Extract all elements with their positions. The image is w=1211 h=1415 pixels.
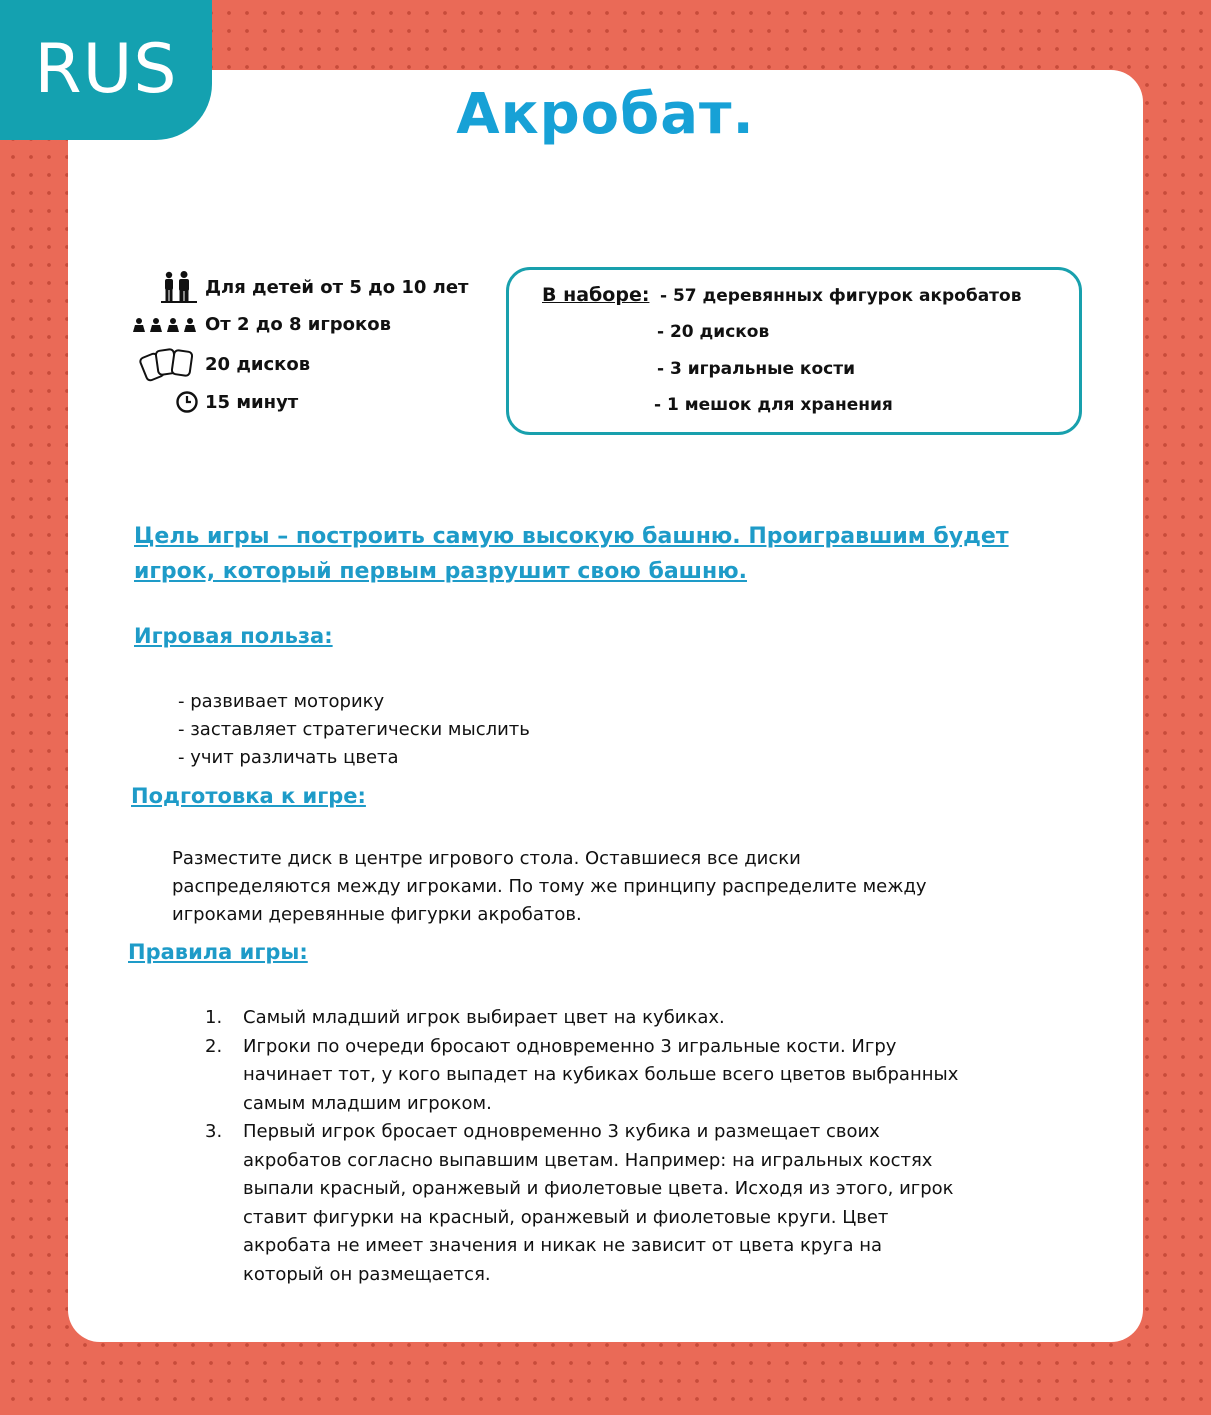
kit-box <box>506 267 1082 435</box>
rule-number: 3. <box>205 1121 223 1142</box>
rule-text: Самый младший игрок выбирает цвет на кубиках. <box>243 1007 725 1028</box>
meta-text: 20 дисков <box>205 353 311 375</box>
rule-text: Игроки по очереди бросают одновременно 3 игральные кости. Игру начинает тот, у кого выпадет на кубиках больше всего цветов выбранных самым младшим игроком. <box>243 1035 959 1114</box>
meta-discs <box>125 345 310 383</box>
rules-list <box>205 1004 965 1289</box>
benefits-heading: Игровая польза: <box>134 624 333 648</box>
meta-time <box>125 390 298 414</box>
kit-item: - 57 деревянных фигурок акробатов <box>660 286 1022 306</box>
kit-item: - 20 дисков <box>657 322 770 342</box>
adult-child-icon <box>125 271 205 303</box>
preparation-heading: Подготовка к игре: <box>131 784 366 808</box>
rule-item <box>205 1118 965 1289</box>
list-item: - заставляет стратегически мыслить <box>178 719 530 740</box>
rules-heading: Правила игры: <box>128 940 308 964</box>
page-title: Акробат. <box>456 82 755 147</box>
meta-text: От 2 до 8 игроков <box>205 314 391 335</box>
list-item: - развивает моторику <box>178 691 385 712</box>
rule-number: 2. <box>205 1035 223 1057</box>
rule-number: 1. <box>205 1007 223 1028</box>
kit-label: В наборе: <box>542 284 650 306</box>
kit-item: - 1 мешок для хранения <box>654 395 893 415</box>
rule-item <box>205 1033 965 1119</box>
clock-icon <box>125 390 205 414</box>
game-goal: Цель игры – построить самую высокую башню. Проигравшим будет игрок, который первым разрушит свою башню. <box>134 524 1009 584</box>
kit-item: - 3 игральные кости <box>657 359 855 379</box>
benefits-list <box>178 688 530 772</box>
rule-item <box>205 1004 965 1033</box>
players-icon <box>125 318 205 332</box>
meta-text: Для детей от 5 до 10 лет <box>205 276 469 298</box>
meta-age <box>125 271 468 303</box>
preparation-text: Разместите диск в центре игрового стола. Оставшиеся все диски распределяются между игроками. По тому же принципу распределите между игроками деревянные фигурки акробатов. <box>172 848 927 925</box>
cards-icon <box>125 345 205 383</box>
list-item: - учит различать цвета <box>178 747 399 768</box>
language-tab: RUS <box>0 0 212 140</box>
meta-players <box>125 314 391 335</box>
rule-text: Первый игрок бросает одновременно 3 кубика и размещает своих акробатов согласно выпавшим цветам. Например: на игральных костях выпали красный, оранжевый и фиолетовые цвета. Исходя из этого, игрок ставит фигурки на красный, оранжевый и фиолетовые круги. Цвет акробата не имеет значения и никак не зависит от цвета круга на который он размещается. <box>243 1121 954 1285</box>
meta-text: 15 минут <box>205 391 299 413</box>
